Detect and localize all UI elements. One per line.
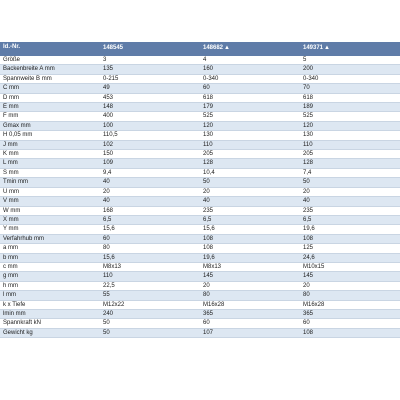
value-cell: 50 xyxy=(100,319,200,328)
value-cell: 0-340 xyxy=(200,74,300,83)
value-cell: 108 xyxy=(300,234,400,243)
value-cell: 235 xyxy=(200,206,300,215)
value-cell: 120 xyxy=(300,121,400,130)
value-cell: 5 xyxy=(300,56,400,65)
table-row xyxy=(0,112,400,121)
row-label-cell: E mm xyxy=(0,103,100,112)
value-cell: 618 xyxy=(300,93,400,102)
value-cell: 618 xyxy=(200,93,300,102)
row-label-cell: W mm xyxy=(0,206,100,215)
row-label-cell: J mm xyxy=(0,140,100,149)
value-cell: 60 xyxy=(100,234,200,243)
value-cell: M8x13 xyxy=(200,262,300,271)
value-cell: M10x15 xyxy=(300,262,400,271)
value-cell: 40 xyxy=(200,197,300,206)
row-label-cell: U mm xyxy=(0,187,100,196)
value-cell: 50 xyxy=(100,328,200,337)
value-cell: 40 xyxy=(100,178,200,187)
row-label-cell: S mm xyxy=(0,168,100,177)
value-cell: 50 xyxy=(200,178,300,187)
value-cell: 60 xyxy=(200,84,300,93)
value-cell: 525 xyxy=(200,112,300,121)
table-row xyxy=(0,168,400,177)
row-label-cell: a mm xyxy=(0,244,100,253)
value-cell: 20 xyxy=(200,281,300,290)
row-label-cell: V mm xyxy=(0,197,100,206)
row-label-cell: X mm xyxy=(0,215,100,224)
table-row xyxy=(0,93,400,102)
value-cell: 0-340 xyxy=(300,74,400,83)
value-cell: 110,5 xyxy=(100,131,200,140)
value-cell: 160 xyxy=(200,65,300,74)
value-cell: 130 xyxy=(300,131,400,140)
header-id-label xyxy=(0,42,100,56)
value-cell: 102 xyxy=(100,140,200,149)
table-row xyxy=(0,328,400,337)
row-label-cell: Backenbreite A mm xyxy=(0,65,100,74)
value-cell: 200 xyxy=(300,65,400,74)
value-cell: 24,6 xyxy=(300,253,400,262)
table-row xyxy=(0,281,400,290)
row-label-cell: Spannweite B mm xyxy=(0,74,100,83)
value-cell: 125 xyxy=(300,244,400,253)
row-label-cell: L mm xyxy=(0,159,100,168)
value-cell: 19,6 xyxy=(200,253,300,262)
value-cell: 150 xyxy=(100,150,200,159)
value-cell: 50 xyxy=(300,178,400,187)
value-cell: 60 xyxy=(300,319,400,328)
value-cell: M12x22 xyxy=(100,300,200,309)
row-label-cell: Gmax mm xyxy=(0,121,100,130)
value-cell: 9,4 xyxy=(100,168,200,177)
table-row xyxy=(0,262,400,271)
row-label-cell: K mm xyxy=(0,150,100,159)
row-label-cell: k x Tiefe xyxy=(0,300,100,309)
row-label-cell: c mm xyxy=(0,262,100,271)
table-body xyxy=(0,56,400,338)
table-row xyxy=(0,65,400,74)
value-cell: 110 xyxy=(300,140,400,149)
value-cell: 365 xyxy=(300,309,400,318)
row-label-cell: Spannkraft kN xyxy=(0,319,100,328)
value-cell: 22,5 xyxy=(100,281,200,290)
table-row xyxy=(0,309,400,318)
value-cell: M8x13 xyxy=(100,262,200,271)
table-row xyxy=(0,74,400,83)
value-cell: 240 xyxy=(100,309,200,318)
header-article-1 xyxy=(100,42,200,56)
table-row xyxy=(0,319,400,328)
table-row xyxy=(0,215,400,224)
row-label-cell: l mm xyxy=(0,291,100,300)
table-row xyxy=(0,121,400,130)
value-cell: 110 xyxy=(200,140,300,149)
table-row xyxy=(0,300,400,309)
value-cell: 55 xyxy=(100,291,200,300)
value-cell: 6,5 xyxy=(100,215,200,224)
value-cell: 110 xyxy=(100,272,200,281)
row-label-cell: F mm xyxy=(0,112,100,121)
value-cell: 20 xyxy=(300,187,400,196)
value-cell: 108 xyxy=(200,234,300,243)
table-row xyxy=(0,159,400,168)
table-row xyxy=(0,253,400,262)
value-cell: 365 xyxy=(200,309,300,318)
value-cell: 453 xyxy=(100,93,200,102)
value-cell: 525 xyxy=(300,112,400,121)
row-label-cell: lmin mm xyxy=(0,309,100,318)
row-label-cell: Größe xyxy=(0,56,100,65)
table-row xyxy=(0,103,400,112)
spec-table xyxy=(0,42,400,338)
row-label-cell: g mm xyxy=(0,272,100,281)
table-row xyxy=(0,225,400,234)
value-cell: 80 xyxy=(200,291,300,300)
header-label: 149371 xyxy=(303,45,324,51)
value-cell: 235 xyxy=(300,206,400,215)
value-cell: 168 xyxy=(100,206,200,215)
row-label-cell: Verfahrhub mm xyxy=(0,234,100,243)
value-cell: 189 xyxy=(300,103,400,112)
table-row xyxy=(0,244,400,253)
value-cell: 108 xyxy=(200,244,300,253)
value-cell: 128 xyxy=(300,159,400,168)
header-article-3 xyxy=(300,42,400,56)
row-label-cell: Tmin mm xyxy=(0,178,100,187)
value-cell: 20 xyxy=(300,281,400,290)
triangle-marker-icon: ▲ xyxy=(324,45,330,51)
value-cell: 49 xyxy=(100,84,200,93)
triangle-marker-icon: ▲ xyxy=(224,45,230,51)
value-cell: 20 xyxy=(200,187,300,196)
value-cell: 108 xyxy=(300,328,400,337)
value-cell: 205 xyxy=(200,150,300,159)
table-row xyxy=(0,84,400,93)
value-cell: 6,5 xyxy=(300,215,400,224)
table-row xyxy=(0,56,400,65)
value-cell: 109 xyxy=(100,159,200,168)
table-header xyxy=(0,42,400,56)
table-row xyxy=(0,291,400,300)
value-cell: M16x28 xyxy=(200,300,300,309)
value-cell: 205 xyxy=(300,150,400,159)
header-article-2 xyxy=(200,42,300,56)
row-label-cell: D mm xyxy=(0,93,100,102)
value-cell: 135 xyxy=(100,65,200,74)
value-cell: 130 xyxy=(200,131,300,140)
table-row xyxy=(0,197,400,206)
value-cell: 70 xyxy=(300,84,400,93)
value-cell: 20 xyxy=(100,187,200,196)
table-row xyxy=(0,206,400,215)
value-cell: 100 xyxy=(100,121,200,130)
value-cell: 19,6 xyxy=(300,225,400,234)
row-label-cell: h mm xyxy=(0,281,100,290)
value-cell: 400 xyxy=(100,112,200,121)
table-row xyxy=(0,187,400,196)
value-cell: 120 xyxy=(200,121,300,130)
value-cell: 80 xyxy=(300,291,400,300)
value-cell: 179 xyxy=(200,103,300,112)
table-row xyxy=(0,178,400,187)
value-cell: M16x28 xyxy=(300,300,400,309)
table-row xyxy=(0,140,400,149)
value-cell: 15,6 xyxy=(100,225,200,234)
row-label-cell: Y mm xyxy=(0,225,100,234)
value-cell: 4 xyxy=(200,56,300,65)
value-cell: 148 xyxy=(100,103,200,112)
value-cell: 6,5 xyxy=(200,215,300,224)
row-label-cell: H 0,05 mm xyxy=(0,131,100,140)
header-label: 148682 xyxy=(203,45,224,51)
value-cell: 40 xyxy=(300,197,400,206)
table-row xyxy=(0,272,400,281)
row-label-cell: b mm xyxy=(0,253,100,262)
value-cell: 145 xyxy=(300,272,400,281)
value-cell: 0-215 xyxy=(100,74,200,83)
table-row xyxy=(0,150,400,159)
value-cell: 40 xyxy=(100,197,200,206)
table-row xyxy=(0,131,400,140)
value-cell: 128 xyxy=(200,159,300,168)
row-label-cell: C mm xyxy=(0,84,100,93)
value-cell: 145 xyxy=(200,272,300,281)
value-cell: 15,6 xyxy=(200,225,300,234)
value-cell: 15,6 xyxy=(100,253,200,262)
value-cell: 107 xyxy=(200,328,300,337)
header-label: Id.-Nr. xyxy=(3,44,21,50)
value-cell: 7,4 xyxy=(300,168,400,177)
row-label-cell: Gewicht kg xyxy=(0,328,100,337)
value-cell: 10,4 xyxy=(200,168,300,177)
value-cell: 3 xyxy=(100,56,200,65)
header-row xyxy=(0,42,400,56)
value-cell: 60 xyxy=(200,319,300,328)
header-label: 148545 xyxy=(103,45,124,51)
value-cell: 80 xyxy=(100,244,200,253)
table-row xyxy=(0,234,400,243)
